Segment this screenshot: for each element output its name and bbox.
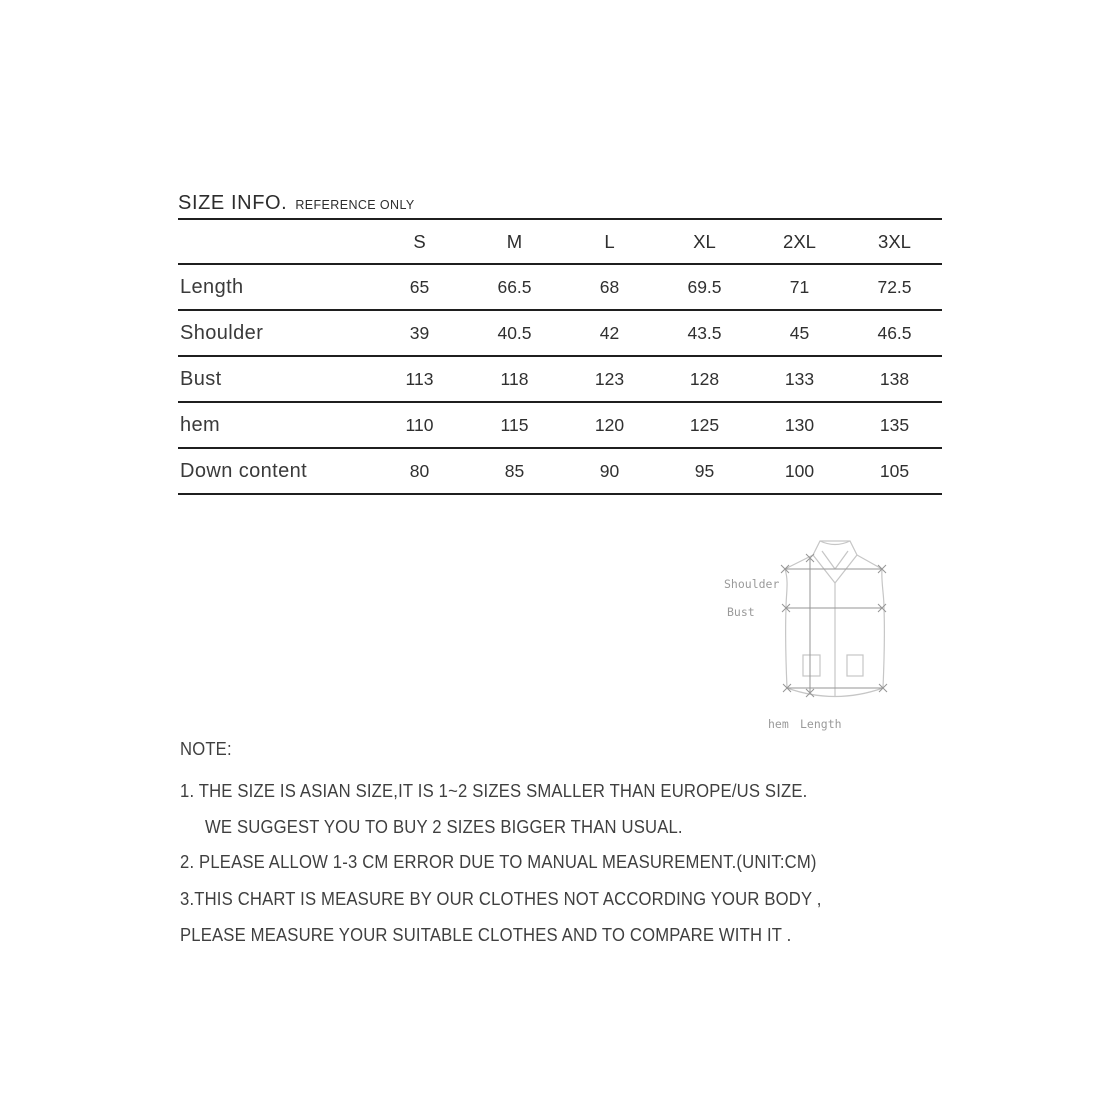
size-value: 72.5 — [877, 276, 912, 297]
size-column-header: XL — [693, 230, 716, 252]
size-value: 46.5 — [877, 322, 912, 343]
vest-diagram-svg — [700, 525, 910, 745]
size-value: 68 — [599, 276, 620, 297]
table-row — [178, 310, 942, 356]
size-value: 130 — [784, 414, 815, 435]
size-value: 71 — [789, 276, 810, 297]
size-value: 43.5 — [687, 322, 722, 343]
hem-label: hem — [768, 717, 789, 731]
size-value: 125 — [689, 414, 720, 435]
size-column-header: M — [506, 230, 523, 252]
size-value: 40.5 — [497, 322, 532, 343]
size-value: 138 — [879, 368, 910, 389]
size-value: 123 — [594, 368, 625, 389]
shoulder-label: Shoulder — [724, 577, 780, 591]
page-subtitle: REFERENCE ONLY — [295, 198, 415, 212]
measurement-diagram — [700, 525, 910, 745]
size-value: 45 — [789, 322, 810, 343]
size-table — [178, 220, 942, 495]
bust-label: Bust — [727, 605, 755, 619]
size-value: 66.5 — [497, 276, 532, 297]
row-label: Shoulder — [180, 321, 264, 344]
row-label: Down content — [180, 459, 308, 482]
size-value: 105 — [879, 460, 910, 481]
size-column-header: L — [604, 230, 615, 252]
size-value: 80 — [409, 460, 430, 481]
size-value: 115 — [500, 414, 529, 435]
size-value: 69.5 — [687, 276, 722, 297]
length-label: Length — [800, 717, 842, 731]
size-value: 118 — [500, 368, 529, 389]
panel-header — [178, 192, 942, 220]
table-row — [178, 356, 942, 402]
size-value: 65 — [409, 276, 430, 297]
table-row — [178, 448, 942, 494]
corner-cell — [178, 220, 372, 264]
size-value: 85 — [504, 460, 525, 481]
size-value: 90 — [599, 460, 620, 481]
size-value: 95 — [694, 460, 715, 481]
row-label: Length — [180, 275, 244, 298]
size-value: 120 — [594, 414, 625, 435]
notes-heading: NOTE: — [180, 738, 232, 759]
size-value: 110 — [405, 414, 434, 435]
size-column-header: 2XL — [783, 230, 816, 252]
size-header-row — [178, 220, 942, 264]
left-pocket — [803, 655, 820, 676]
size-value: 100 — [784, 460, 815, 481]
page-title: SIZE INFO. — [178, 192, 288, 214]
size-value: 42 — [599, 322, 620, 343]
right-pocket — [847, 655, 863, 676]
size-column-header: 3XL — [878, 230, 911, 252]
size-value: 135 — [879, 414, 910, 435]
table-row — [178, 402, 942, 448]
size-value: 128 — [689, 368, 720, 389]
measurement-lines — [781, 554, 887, 697]
note-line: 1. THE SIZE IS ASIAN SIZE,IT IS 1~2 SIZES SMALLER THAN EUROPE/US SIZE. — [180, 780, 808, 801]
size-value: 133 — [784, 368, 815, 389]
size-info-panel — [178, 192, 942, 495]
size-value: 39 — [409, 322, 430, 343]
row-label: Bust — [180, 367, 222, 390]
note-line: PLEASE MEASURE YOUR SUITABLE CLOTHES AND TO COMPARE WITH IT . — [180, 924, 792, 945]
size-value: 113 — [405, 368, 434, 389]
size-column-header: S — [413, 230, 426, 252]
row-label: hem — [180, 413, 221, 436]
table-row — [178, 264, 942, 310]
note-line: 2. PLEASE ALLOW 1-3 CM ERROR DUE TO MANUAL MEASUREMENT.(UNIT:CM) — [180, 851, 817, 872]
vest-outline — [785, 541, 884, 697]
note-line: WE SUGGEST YOU TO BUY 2 SIZES BIGGER THAN USUAL. — [205, 816, 683, 837]
note-line: 3.THIS CHART IS MEASURE BY OUR CLOTHES NOT ACCORDING YOUR BODY , — [180, 888, 822, 909]
